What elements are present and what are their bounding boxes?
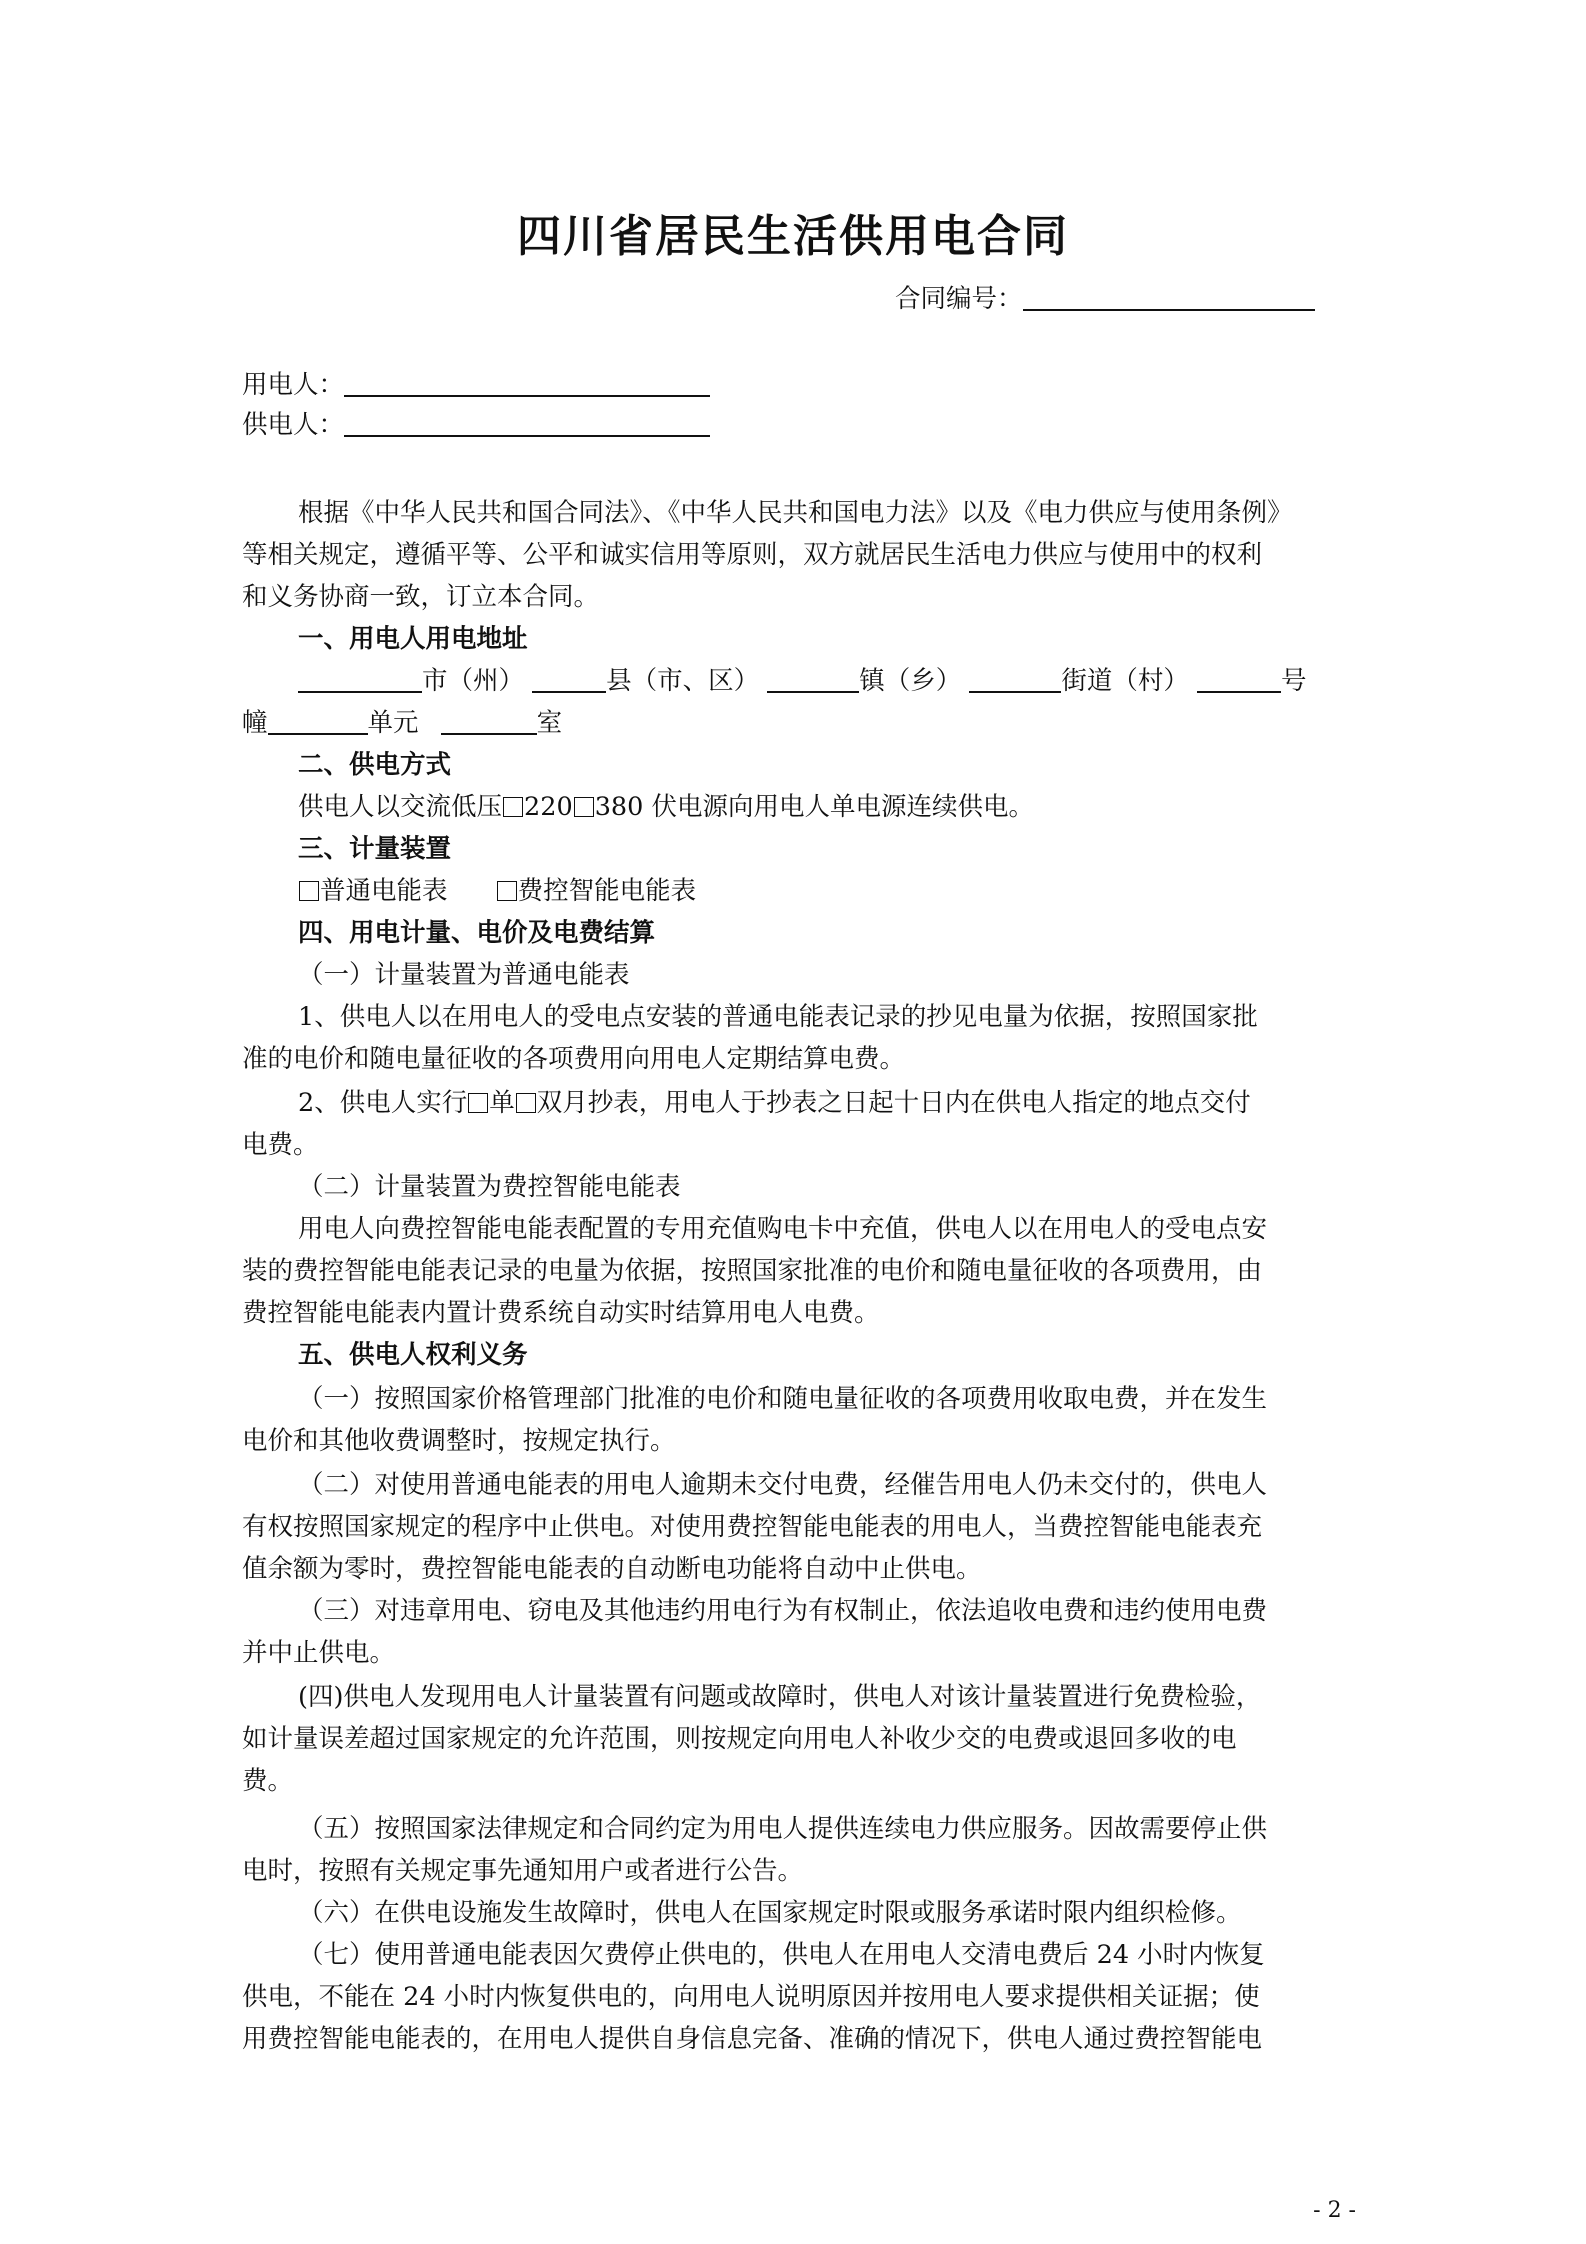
checkbox-220v[interactable] xyxy=(503,797,523,817)
s4-p1-line-1: 1、供电人以在用电人的受电点安装的普通电能表记录的抄见电量为依据，按照国家批 xyxy=(298,1002,1258,1032)
smart-meter-label: 费控智能电能表 xyxy=(517,876,697,906)
s5-5-line-1: （五）按照国家法律规定和合同约定为用电人提供连续电力供应服务。因故需要停止供 xyxy=(298,1814,1268,1844)
s4-p3-line-1: 用电人向费控智能电能表配置的专用充值购电卡中充值，供电人以在用电人的受电点安 xyxy=(298,1214,1268,1244)
s5-7-line-1: （七）使用普通电能表因欠费停止供电的，供电人在用电人交清电费后 24 小时内恢复 xyxy=(298,1940,1265,1970)
s4-p3-line-3: 费控智能电能表内置计费系统自动实时结算用电人电费。 xyxy=(242,1298,880,1328)
address-line-1 xyxy=(298,660,1352,702)
town-label: 镇（乡） xyxy=(859,666,962,696)
checkbox-single-month[interactable] xyxy=(468,1093,488,1113)
county-label: 县（市、区） xyxy=(606,666,760,696)
contract-number-blank[interactable] xyxy=(1023,281,1315,311)
city-blank[interactable] xyxy=(298,663,422,693)
supplier-blank[interactable] xyxy=(344,407,710,437)
street-blank[interactable] xyxy=(969,663,1061,693)
number-label: 号 xyxy=(1281,666,1307,696)
unit-label: 单元 xyxy=(367,708,419,738)
intro-line-1: 根据《中华人民共和国合同法》、《中华人民共和国电力法》以及《电力供应与使用条例》 xyxy=(298,498,1293,528)
s5-2-line-1: （二）对使用普通电能表的用电人逾期未交付电费，经催告用电人仍未交付的，供电人 xyxy=(298,1470,1268,1500)
supplier-label: 供电人： xyxy=(242,410,345,440)
voltage-380-label: 380 伏电源向用电人单电源连续供电。 xyxy=(594,792,1034,822)
section-1-title: 一、用电人用电地址 xyxy=(298,624,528,654)
intro-line-2: 等相关规定，遵循平等、公平和诚实信用等原则，双方就居民生活电力供应与使用中的权利 xyxy=(242,540,1263,570)
s5-1-line-1: （一）按照国家价格管理部门批准的电价和随电量征收的各项费用收取电费，并在发生 xyxy=(298,1384,1268,1414)
checkbox-380v[interactable] xyxy=(574,797,594,817)
s5-3-line-1: （三）对违章用电、窃电及其他违约用电行为有权制止，依法追收电费和违约使用电费 xyxy=(298,1596,1268,1626)
meter-options-line xyxy=(298,870,1352,912)
section-4-sub-2: （二）计量装置为费控智能电能表 xyxy=(298,1172,681,1202)
section-4-title: 四、用电计量、电价及电费结算 xyxy=(298,918,656,948)
intro-line-3: 和义务协商一致，订立本合同。 xyxy=(242,582,600,612)
contract-number-row xyxy=(895,278,1355,320)
supplier-row xyxy=(242,404,1352,446)
checkbox-smart-meter[interactable] xyxy=(497,881,517,901)
section-2-title: 二、供电方式 xyxy=(298,750,452,780)
checkbox-ordinary-meter[interactable] xyxy=(299,881,319,901)
supply-text: 供电人以交流低压 xyxy=(298,792,503,822)
page-number: - 2 - xyxy=(1313,2198,1356,2223)
county-blank[interactable] xyxy=(532,663,606,693)
s5-2-line-3: 值余额为零时，费控智能电能表的自动断电功能将自动中止供电。 xyxy=(242,1554,982,1584)
user-blank[interactable] xyxy=(344,367,710,397)
s4-p2-text-c: 双月抄表，用电人于抄表之日起十日内在供电人指定的地点交付 xyxy=(536,1088,1251,1118)
s5-3-line-2: 并中止供电。 xyxy=(242,1638,396,1668)
ordinary-meter-label: 普通电能表 xyxy=(320,876,448,906)
s4-p2-line-1 xyxy=(298,1082,1352,1124)
s4-p1-line-2: 准的电价和随电量征收的各项费用向用电人定期结算电费。 xyxy=(242,1044,906,1074)
street-label: 街道（村） xyxy=(1061,666,1189,696)
s5-7-line-3: 用费控智能电能表的，在用电人提供自身信息完备、准确的情况下，供电人通过费控智能电 xyxy=(242,2024,1263,2054)
single-month-label: 单 xyxy=(489,1088,515,1118)
user-row xyxy=(242,364,1352,406)
s4-p2-line-2: 电费。 xyxy=(242,1130,319,1160)
s5-4-line-2: 如计量误差超过国家规定的允许范围，则按规定向用电人补收少交的电费或退回多收的电 xyxy=(242,1724,1237,1754)
building-label: 幢 xyxy=(242,708,268,738)
document-title: 四川省居民生活供用电合同 xyxy=(517,211,1069,262)
room-blank[interactable] xyxy=(441,705,537,735)
number-blank[interactable] xyxy=(1197,663,1281,693)
section-4-sub-1: （一）计量装置为普通电能表 xyxy=(298,960,630,990)
building-blank[interactable] xyxy=(268,705,368,735)
user-label: 用电人： xyxy=(242,370,345,400)
s4-p3-line-2: 装的费控智能电能表记录的电量为依据，按照国家批准的电价和随电量征收的各项费用，由 xyxy=(242,1256,1263,1286)
contract-number-label: 合同编号： xyxy=(895,284,1023,314)
s5-2-line-2: 有权按照国家规定的程序中止供电。对使用费控智能电能表的用电人，当费控智能电能表充 xyxy=(242,1512,1263,1542)
s5-4-line-1: (四)供电人发现用电人计量装置有问题或故障时，供电人对该计量装置进行免费检验， xyxy=(298,1682,1262,1712)
s5-6-line-1: （六）在供电设施发生故障时，供电人在国家规定时限或服务承诺时限内组织检修。 xyxy=(298,1898,1242,1928)
room-label: 室 xyxy=(536,708,563,738)
s5-7-line-2: 供电，不能在 24 小时内恢复供电的，向用电人说明原因并按用电人要求提供相关证据；使 xyxy=(242,1982,1260,2012)
supply-method-line xyxy=(298,786,1352,828)
section-3-title: 三、计量装置 xyxy=(298,834,452,864)
city-label: 市（州） xyxy=(422,666,525,696)
voltage-220-label: 220 xyxy=(524,792,573,822)
s5-1-line-2: 电价和其他收费调整时，按规定执行。 xyxy=(242,1426,676,1456)
s5-4-line-3: 费。 xyxy=(242,1766,294,1796)
s5-5-line-2: 电时，按照有关规定事先通知用户或者进行公告。 xyxy=(242,1856,804,1886)
s4-p2-text-a: 2、供电人实行 xyxy=(298,1088,468,1118)
section-5-title: 五、供电人权利义务 xyxy=(298,1340,528,1370)
address-line-2 xyxy=(242,702,1352,744)
checkbox-double-month[interactable] xyxy=(516,1093,536,1113)
town-blank[interactable] xyxy=(767,663,859,693)
